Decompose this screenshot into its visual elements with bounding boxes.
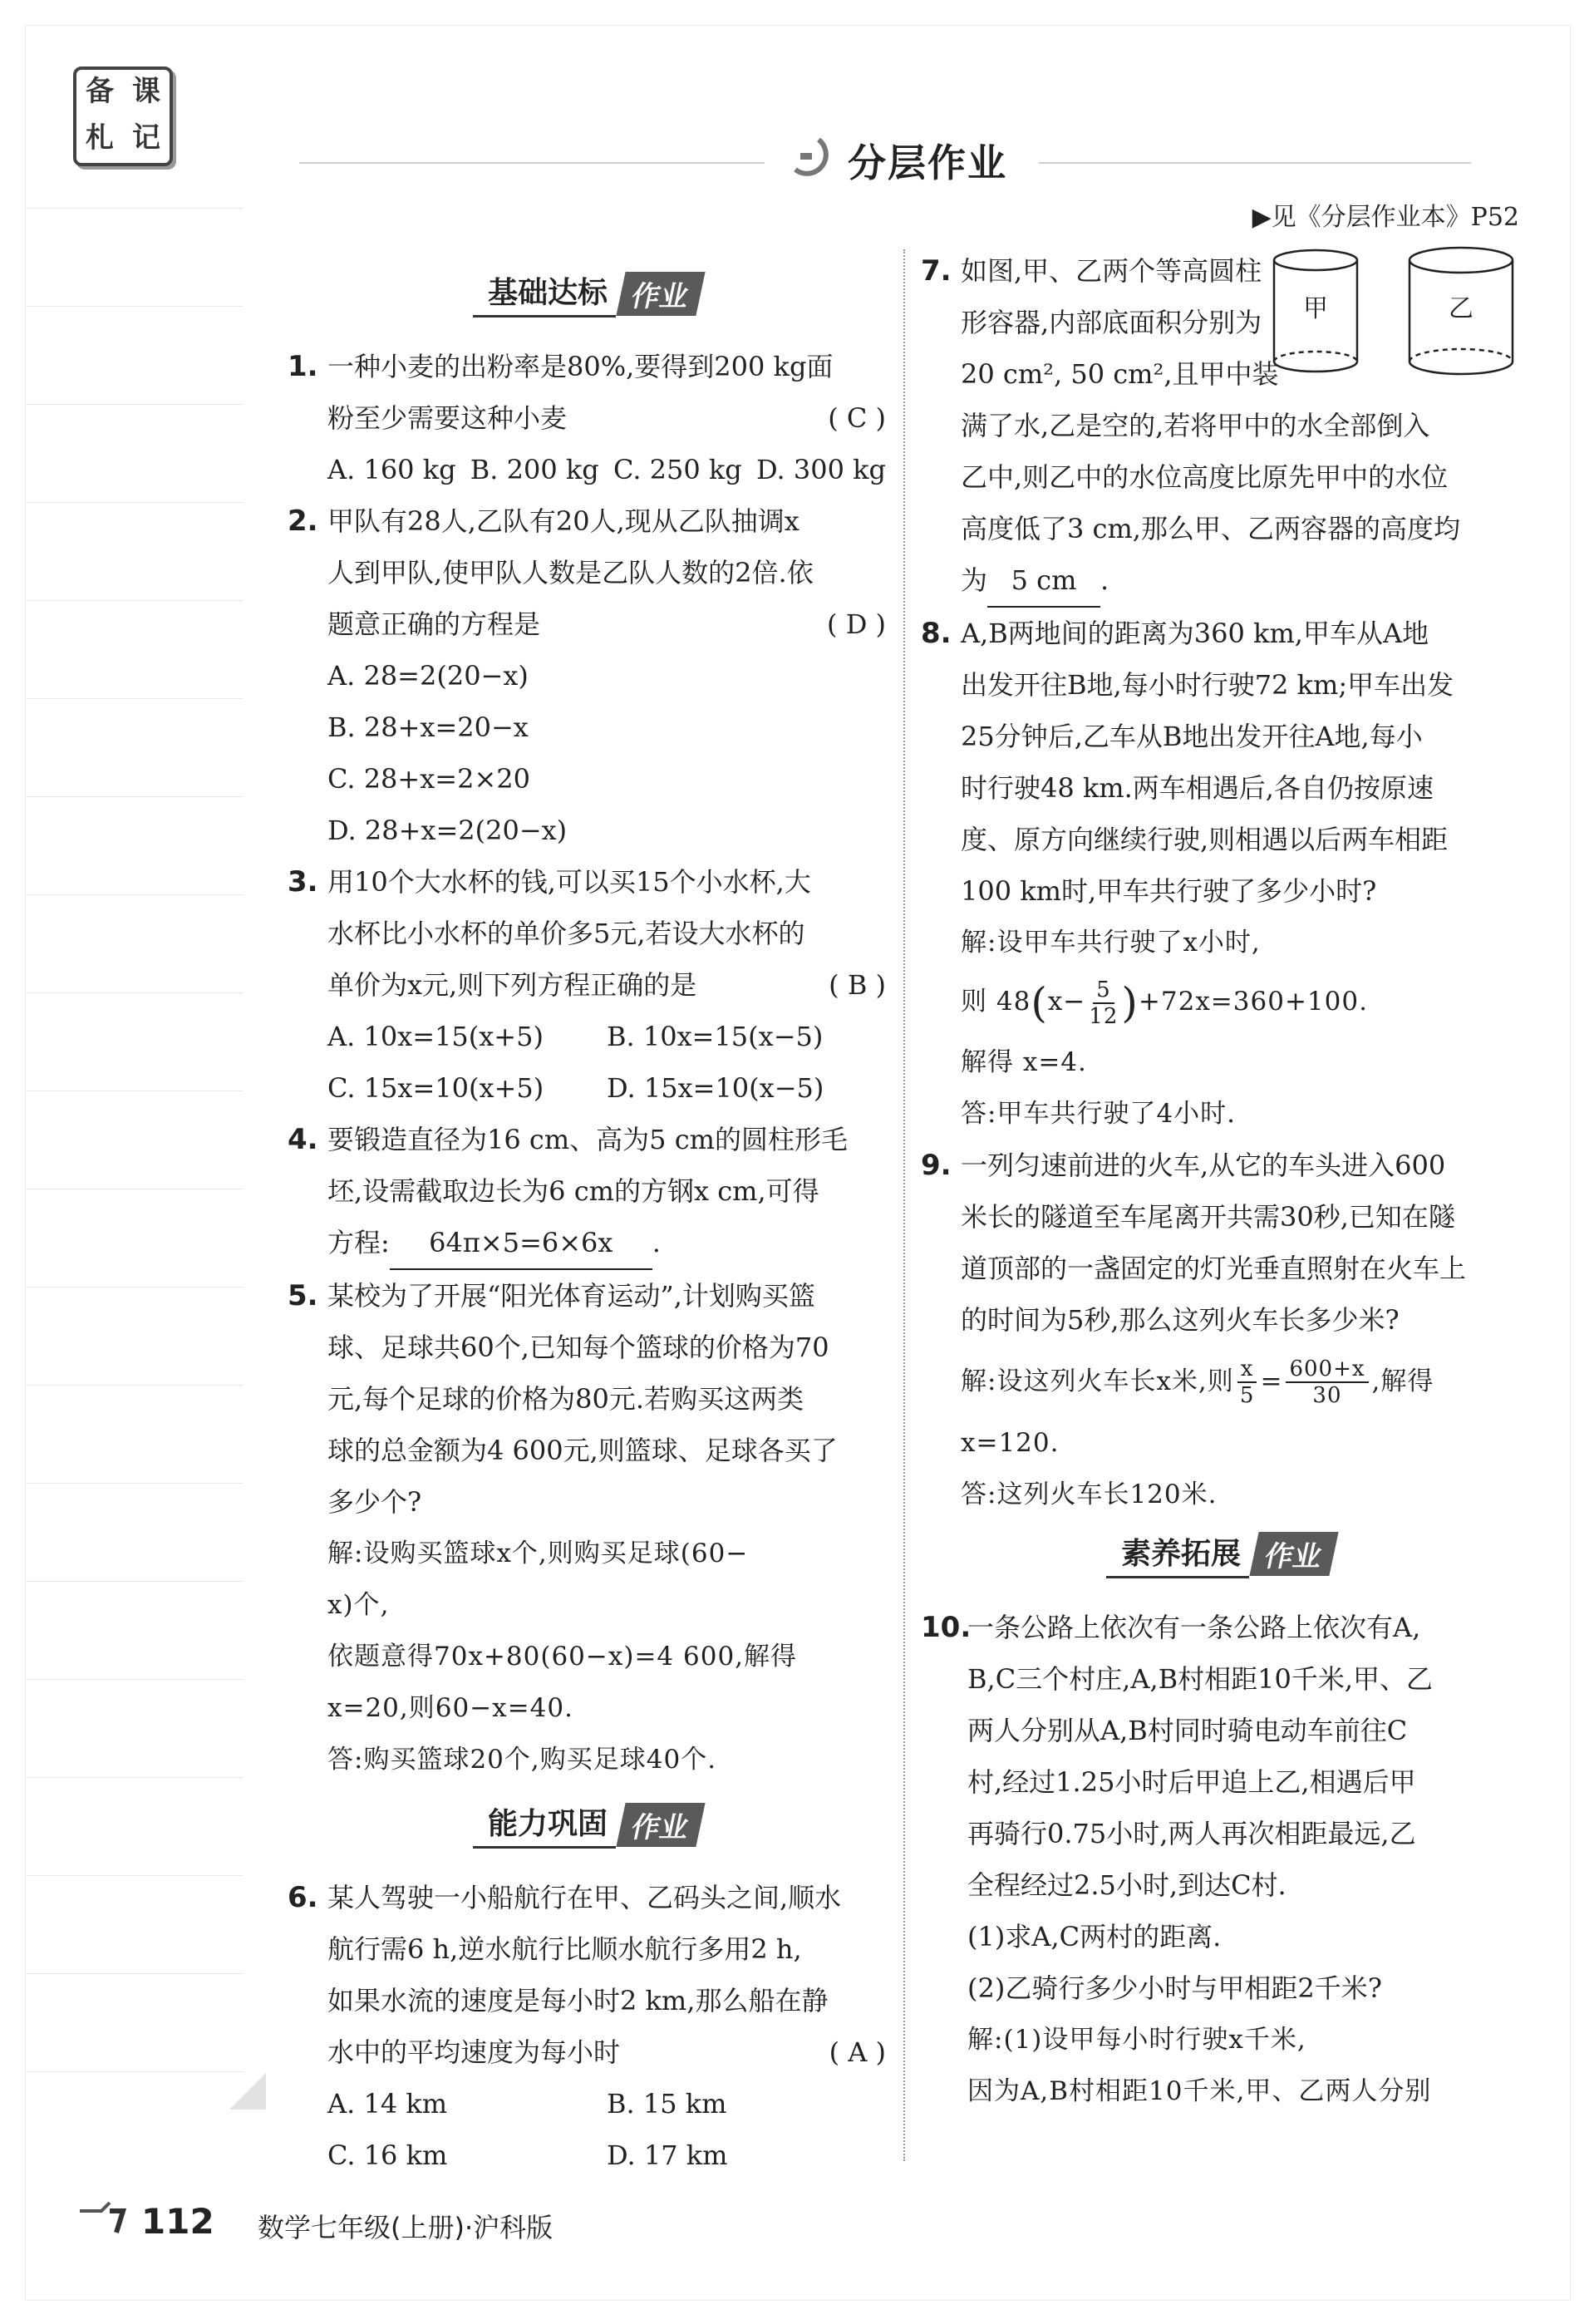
- question-text: 的时间为5秒,那么这列火车长多少米?: [961, 1303, 1400, 1336]
- question-3: [288, 856, 886, 1114]
- page-number: 112: [141, 2201, 214, 2242]
- fraction: [1286, 1356, 1368, 1408]
- notes-stamp: [73, 66, 173, 166]
- fraction: [1089, 977, 1118, 1029]
- equation-part: =: [1260, 1366, 1283, 1396]
- notes-rule-line: [27, 1973, 243, 1974]
- solution-line: x=20,则60−x=40.: [327, 1693, 573, 1723]
- question-text: 全程经过2.5小时,到达C村.: [967, 1869, 1287, 1901]
- footer-arrow-icon: [76, 2199, 135, 2241]
- solution-line: 解:(1)设甲每小时行驶x千米,: [967, 2024, 1306, 2055]
- left-column: [288, 258, 886, 2181]
- header-rule-left: [299, 162, 765, 164]
- question-text: A,B两地间的距离为360 km,甲车从A地: [961, 618, 1429, 649]
- solution-equation: [961, 1346, 1519, 1417]
- option-d: D. 17 km: [607, 2139, 728, 2171]
- question-text: 20 cm², 50 cm²,且甲中装: [961, 358, 1279, 390]
- question-text: 如图,甲、乙两个等高圆柱: [961, 255, 1262, 287]
- book-title: 数学七年级(上册)·沪科版: [258, 2212, 553, 2243]
- solution-line: 解得 x=4.: [961, 1046, 1087, 1077]
- paren-close: ): [1121, 978, 1139, 1027]
- section-name: 基础达标: [473, 269, 616, 318]
- fraction-numerator: 5: [1093, 977, 1114, 1004]
- notes-rule-line: [27, 894, 243, 895]
- question-number: 4.: [288, 1123, 318, 1156]
- notes-rule-line: [27, 1483, 243, 1484]
- question-text: 道顶部的一盏固定的灯光垂直照射在火车上: [961, 1252, 1467, 1284]
- fraction-numerator: 600+x: [1286, 1356, 1368, 1383]
- option-a: A. 28=2(20−x): [327, 660, 529, 692]
- solution-line: 答:甲车共行驶了4小时.: [961, 1098, 1237, 1129]
- question-text: (1)求A,C两村的距离.: [967, 1920, 1222, 1952]
- solution-line: 解:设购买篮球x个,则购买足球(60−: [327, 1539, 749, 1568]
- notes-rule-line: [27, 1581, 243, 1582]
- option-c: C. 16 km: [327, 2139, 448, 2171]
- question-text: 题意正确的方程是: [327, 608, 541, 640]
- question-text: 出发开往B地,每小时行驶72 km;甲车出发: [961, 669, 1454, 701]
- question-number: 6.: [288, 1881, 318, 1914]
- fill-blank-answer: 5 cm: [987, 554, 1100, 608]
- question-text: 一列匀速前进的火车,从它的车头进入600: [961, 1149, 1446, 1181]
- notes-rule-line: [27, 1287, 243, 1288]
- question-text: 要锻造直径为16 cm、高为5 cm的圆柱形毛: [327, 1124, 848, 1155]
- answer-choice: ( D ): [827, 608, 886, 640]
- notes-rule-line: [27, 208, 243, 209]
- option-a: A. 10x=15(x+5): [327, 1021, 544, 1052]
- question-number: 5.: [288, 1279, 318, 1312]
- notes-rule-line: [27, 992, 243, 993]
- equation-part: 则 48: [961, 987, 1031, 1017]
- notes-rule-line: [27, 698, 243, 699]
- equation-part: ,解得: [1371, 1366, 1434, 1396]
- question-text: 某人驾驶一小船航行在甲、乙码头之间,顺水: [327, 1882, 842, 1913]
- answer-choice: ( C ): [828, 402, 886, 434]
- fraction: [1237, 1356, 1257, 1408]
- solution-line: x=120.: [961, 1427, 1060, 1458]
- question-text: 乙中,则乙中的水位高度比原先甲中的水位: [961, 461, 1449, 493]
- solution-line: 依题意得70x+80(60−x)=4 600,解得: [327, 1642, 798, 1672]
- workbook-reference: ▶见《分层作业本》P52: [1252, 203, 1519, 232]
- notes-rule-line: [27, 600, 243, 601]
- question-text: .: [652, 1227, 661, 1258]
- question-text: .: [1100, 564, 1109, 596]
- option-c: C. 250 kg: [613, 454, 742, 485]
- question-number: 7.: [921, 254, 952, 288]
- question-number: 1.: [288, 350, 318, 383]
- notes-column: [27, 208, 243, 2161]
- notes-rule-line: [27, 1875, 243, 1876]
- question-number: 8.: [921, 617, 952, 650]
- question-6: [288, 1872, 886, 2181]
- option-a: A. 160 kg: [327, 454, 456, 485]
- stamp-char: 札: [86, 121, 114, 155]
- notes-rule-line: [27, 502, 243, 503]
- section-name: 能力巩固: [473, 1800, 616, 1849]
- question-2: [288, 495, 886, 856]
- question-text: 一种小麦的出粉率是80%,要得到200 kg面: [327, 351, 834, 382]
- question-8: [921, 608, 1519, 1140]
- notes-rule-line: [27, 2071, 243, 2072]
- notes-rule-line: [27, 1777, 243, 1778]
- column-divider: [903, 249, 905, 2161]
- section-name: 素养拓展: [1106, 1530, 1249, 1578]
- question-text: B,C三个村庄,A,B村相距10千米,甲、乙: [967, 1662, 1434, 1695]
- solution-line: 因为A,B村相距10千米,甲、乙两人分别: [967, 2075, 1432, 2106]
- question-text: 水杯比小水杯的单价多5元,若设大水杯的: [327, 918, 805, 949]
- question-number: 3.: [288, 865, 318, 899]
- fill-blank-answer: 64π×5=6×6x: [390, 1217, 652, 1270]
- question-text: 元,每个足球的价格为80元.若购买这两类: [327, 1383, 804, 1415]
- question-text: 某校为了开展“阳光体育运动”,计划购买篮: [327, 1280, 815, 1312]
- fraction-denominator: 12: [1089, 1003, 1119, 1029]
- option-d: D. 15x=10(x−5): [607, 1072, 824, 1104]
- solution-line: 解:设甲车共行驶了x小时,: [961, 928, 1261, 958]
- cylinder-diagram: [1270, 245, 1519, 387]
- question-text: 用10个大水杯的钱,可以买15个小水杯,大: [327, 866, 811, 898]
- notes-rule-line: [27, 306, 243, 307]
- option-b: B. 200 kg: [470, 454, 599, 485]
- option-d: D. 300 kg: [755, 454, 886, 485]
- question-text: 水中的平均速度为每小时: [327, 2036, 621, 2068]
- section-header-ability: [288, 1800, 886, 1849]
- question-text: 高度低了3 cm,那么甲、乙两容器的高度均: [961, 513, 1460, 544]
- question-text: 球的总金额为4 600元,则篮球、足球各买了: [327, 1435, 838, 1466]
- option-c: C. 28+x=2×20: [327, 763, 530, 795]
- solution-line: 答:购买篮球20个,购买足球40个.: [327, 1745, 717, 1775]
- question-text: 度、原方向继续行驶,则相遇以后两车相距: [961, 824, 1449, 855]
- section-header-extend: [921, 1530, 1519, 1578]
- fraction-denominator: 5: [1239, 1383, 1255, 1408]
- question-text: 为: [961, 564, 988, 596]
- question-text: 人到甲队,使甲队人数是乙队人数的2倍.依: [327, 557, 814, 588]
- equation-part: 解:设这列火车长x米,则: [961, 1366, 1234, 1396]
- question-text: 满了水,乙是空的,若将甲中的水全部倒入: [961, 410, 1430, 441]
- answer-choice: ( B ): [829, 969, 886, 1001]
- solution-line: x)个,: [327, 1590, 390, 1620]
- question-text: 如果水流的速度是每小时2 km,那么船在静: [327, 1985, 829, 2016]
- question-text: 一条公路上依次有一条公路上依次有A,: [967, 1611, 1421, 1643]
- question-7: [921, 245, 1519, 608]
- notes-rule-line: [27, 796, 243, 797]
- question-9: [921, 1140, 1519, 1520]
- question-text: 坯,设需截取边长为6 cm的方钢x cm,可得: [327, 1175, 819, 1207]
- cylinder-label-yi: 乙: [1449, 294, 1473, 323]
- notes-rule-line: [27, 404, 243, 405]
- option-b: B. 10x=15(x−5): [607, 1021, 824, 1052]
- section-tag: 作业: [616, 272, 705, 316]
- section-tag: 作业: [616, 1803, 705, 1847]
- right-column: [921, 245, 1519, 2117]
- option-c: C. 15x=10(x+5): [327, 1072, 544, 1104]
- question-text: 再骑行0.75小时,两人再次相距最远,乙: [967, 1817, 1416, 1849]
- question-text: 粉至少需要这种小麦: [327, 402, 568, 434]
- question-text: 形容器,内部底面积分别为: [961, 307, 1262, 338]
- question-text: 多少个?: [327, 1486, 422, 1518]
- question-number: 2.: [288, 505, 318, 538]
- section-header-basic: [288, 269, 886, 318]
- option-b: B. 28+x=20−x: [327, 711, 529, 743]
- question-text: 村,经过1.25小时后甲追上乙,相遇后甲: [967, 1765, 1416, 1798]
- paren-open: (: [1031, 978, 1048, 1027]
- option-b: B. 15 km: [607, 2088, 727, 2120]
- section-tag: 作业: [1249, 1532, 1338, 1576]
- equation-part: +72x=360+100.: [1138, 987, 1368, 1017]
- question-text: 方程:: [327, 1227, 390, 1258]
- question-text: 两人分别从A,B村同时骑电动车前往C: [967, 1714, 1408, 1746]
- solution-equation: [961, 968, 1519, 1036]
- title-swirl-icon: [785, 133, 832, 180]
- question-text: 时行驶48 km.两车相遇后,各自仍按原速: [961, 772, 1434, 804]
- notes-rule-line: [27, 1385, 243, 1386]
- corner-triangle-icon: [229, 2073, 266, 2110]
- question-text: 米长的隧道至车尾离开共需30秒,已知在隧: [961, 1200, 1455, 1233]
- equation-part: x−: [1047, 987, 1086, 1017]
- question-text: 25分钟后,乙车从B地出发开往A地,每小: [961, 721, 1423, 752]
- solution-line: 答:这列火车长120米.: [961, 1479, 1218, 1509]
- fraction-denominator: 30: [1312, 1383, 1342, 1408]
- header-rule-right: [1039, 162, 1471, 164]
- option-a: A. 14 km: [327, 2088, 448, 2120]
- question-text: 球、足球共60个,已知每个篮球的价格为70: [327, 1332, 829, 1363]
- stamp-char: 记: [132, 121, 160, 155]
- question-5: [288, 1270, 886, 1785]
- notes-rule-line: [27, 1679, 243, 1680]
- cylinder-label-jia: 甲: [1303, 294, 1328, 323]
- fraction-numerator: x: [1237, 1356, 1257, 1383]
- question-1: [288, 341, 886, 495]
- question-text: 单价为x元,则下列方程正确的是: [327, 969, 697, 1001]
- question-text: 100 km时,甲车共行驶了多少小时?: [961, 875, 1377, 907]
- question-4: [288, 1114, 886, 1270]
- question-number: 9.: [921, 1148, 952, 1182]
- question-10: [921, 1602, 1519, 2117]
- answer-choice: ( A ): [829, 2036, 886, 2068]
- question-number: 10.: [921, 1610, 972, 1644]
- option-d: D. 28+x=2(20−x): [327, 815, 568, 846]
- stamp-char: 备: [86, 75, 114, 108]
- stamp-char: 课: [132, 75, 160, 108]
- question-text: 航行需6 h,逆水航行比顺水航行多用2 h,: [327, 1933, 802, 1965]
- question-text: 甲队有28人,乙队有20人,现从乙队抽调x: [327, 505, 799, 537]
- page-title: 分层作业: [848, 140, 1007, 185]
- question-text: (2)乙骑行多少小时与甲相距2千米?: [967, 1972, 1382, 2004]
